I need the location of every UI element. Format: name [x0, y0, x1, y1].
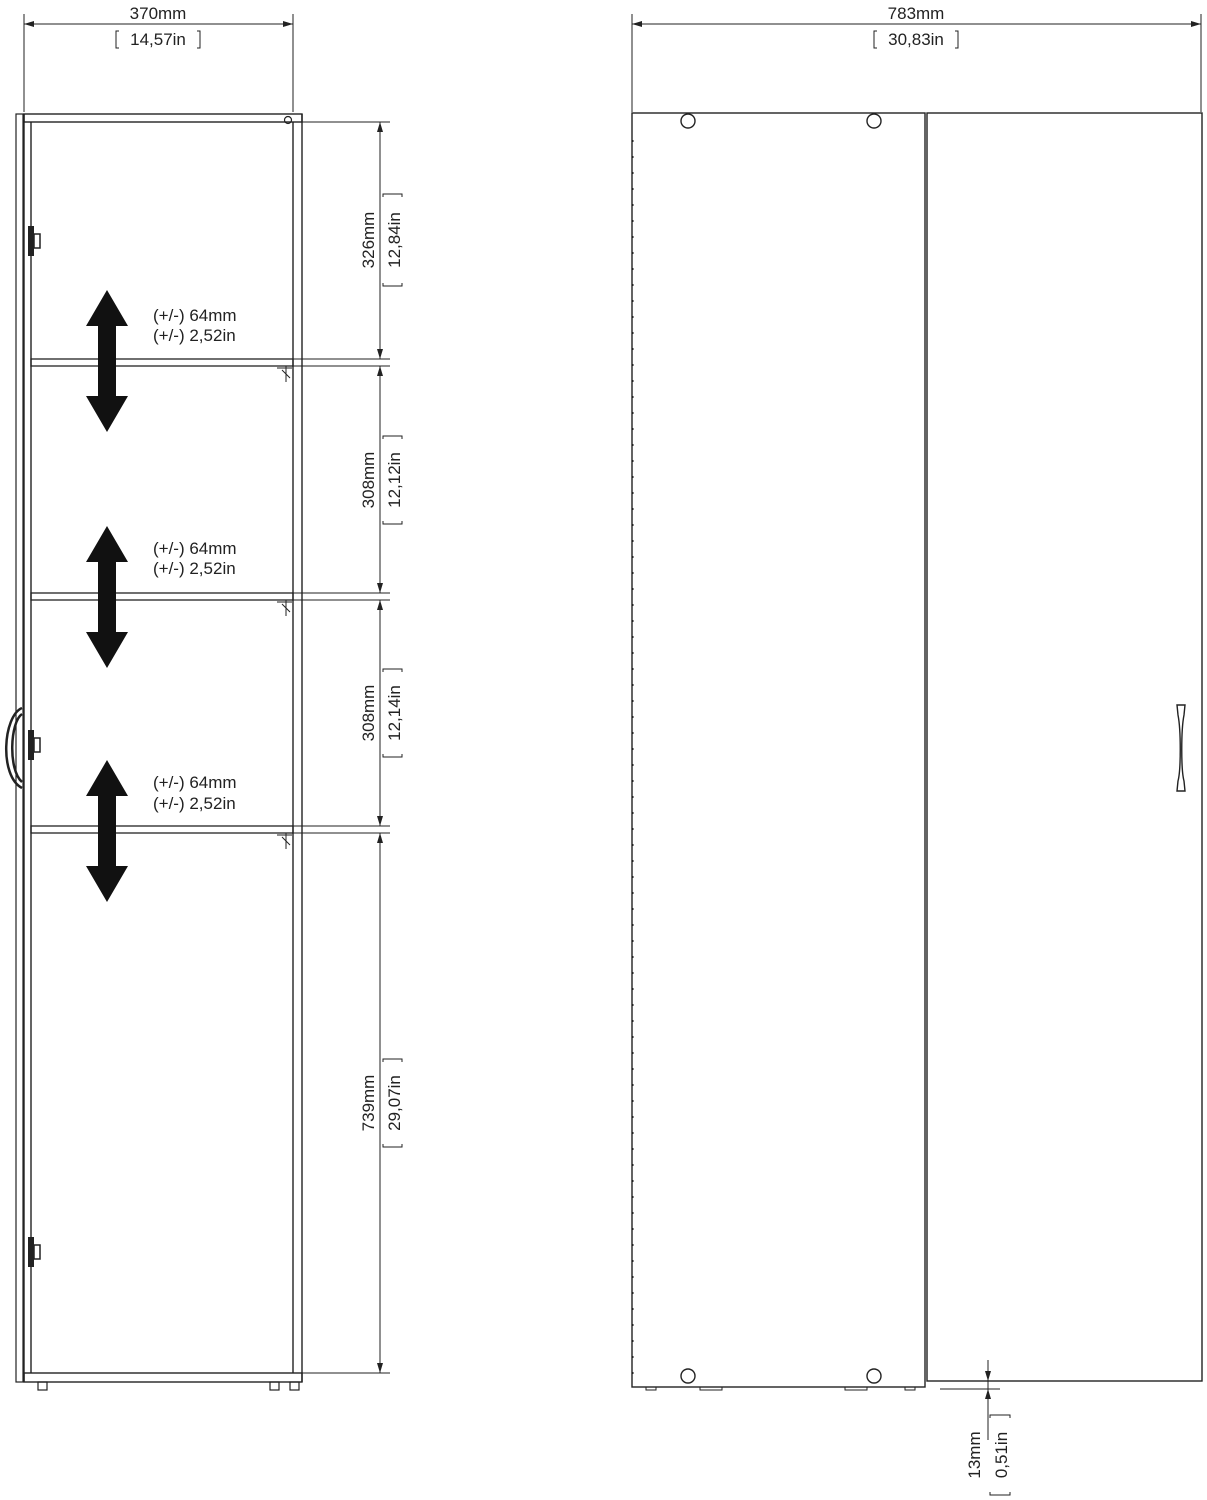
foot-height-mm: 13mm [965, 1431, 984, 1479]
front-door [927, 113, 1202, 1381]
compartment-3-mm: 308mm [359, 684, 378, 742]
front-width-mm: 783mm [887, 4, 945, 23]
side-width-dimension [24, 4, 293, 112]
adjustment-1-mm: (+/-) 64mm [153, 306, 237, 325]
top-panel [24, 114, 302, 122]
foot [270, 1382, 279, 1390]
compartment-4-mm: 739mm [359, 1074, 378, 1132]
bottom-panel [24, 1373, 302, 1382]
front-width-in: 30,83in [888, 30, 944, 49]
hinge-icon [28, 1237, 40, 1267]
cam-lock [867, 114, 881, 128]
door-edge [16, 114, 23, 1382]
side-width-in: 14,57in [130, 30, 186, 49]
adjustment-2-mm: (+/-) 64mm [153, 539, 237, 558]
hinge-icon [28, 226, 40, 256]
adjustment-3-mm: (+/-) 64mm [153, 773, 237, 792]
front-width-dimension [632, 4, 1201, 112]
adjustment-arrow-icon [86, 290, 128, 432]
front-carcass [632, 113, 925, 1390]
cam-lock [681, 1369, 695, 1383]
adjustment-1-in: (+/-) 2,52in [153, 326, 236, 345]
compartment-2-mm: 308mm [359, 451, 378, 509]
door-handle-icon [1177, 705, 1185, 791]
compartment-1-in: 12,84in [385, 212, 404, 268]
side-view [6, 4, 404, 1390]
adjustment-arrow-icon [86, 526, 128, 668]
cam-lock [681, 114, 695, 128]
compartment-3-in: 12,14in [385, 685, 404, 741]
adjustment-arrow-icon [86, 760, 128, 902]
compartment-1-mm: 326mm [359, 211, 378, 269]
adjustment-3-in: (+/-) 2,52in [153, 794, 236, 813]
shelf [31, 826, 293, 849]
side-width-mm: 370mm [129, 4, 187, 23]
foot [38, 1382, 47, 1390]
foot-height-dimension [940, 1360, 1011, 1495]
front-view [632, 4, 1202, 1495]
compartment-4-in: 29,07in [385, 1075, 404, 1131]
handle-icon [6, 708, 22, 788]
shelf [31, 359, 293, 382]
compartment-dimensions [293, 122, 404, 1373]
hinge-icon [28, 730, 40, 760]
foot [290, 1382, 299, 1390]
cam-lock [867, 1369, 881, 1383]
adjustment-2-in: (+/-) 2,52in [153, 559, 236, 578]
shelf [31, 593, 293, 616]
foot-height-in: 0,51in [992, 1431, 1011, 1479]
compartment-2-in: 12,12in [385, 452, 404, 508]
